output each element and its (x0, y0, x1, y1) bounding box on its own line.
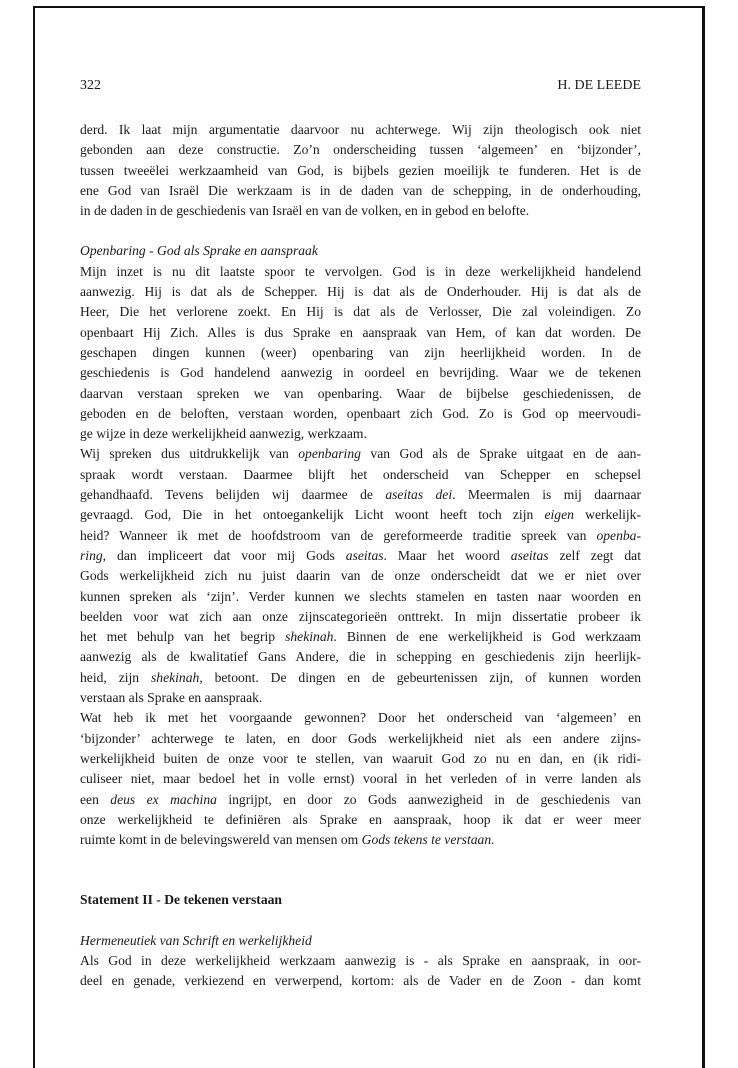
text-line: ruimte komt in de belevingswereld van mensen om Gods tekens te verstaan. (80, 832, 495, 848)
text-line: heid? Wanneer ik met de hoofdstroom van de gereformeerde traditie spreek van openba- (80, 527, 641, 543)
text-line: daarvan verstaan spreken we van openbaring. Waar de bijbelse geschiedenissen, de (80, 385, 641, 401)
text-line: in de daden in de geschiedenis van Israël en van de volken, en in gebod en belofte. (80, 203, 530, 219)
text-line: Wij spreken dus uitdrukkelijk van openbaring van God als de Sprake uitgaat en de aan- (80, 446, 641, 462)
text-line: tussen tweeëlei werkzaamheid van God, is bijbels gezien moeilijk te funderen. Het is de (80, 162, 641, 178)
text-line: gebonden aan deze constructie. Zo’n onderscheiding tussen ‘algemeen’ en ‘bijzonder’, (80, 142, 641, 158)
text-line: openbaart Hij Zich. Alles is dus Sprake en aanspraak van Hem, of kan dat worden. De (80, 324, 641, 340)
text-line: verstaan als Sprake en aanspraak. (80, 690, 263, 706)
text-line: Mijn inzet is nu dit laatste spoor te vervolgen. God is in deze werkelijkheid handelend (80, 263, 641, 279)
running-title: H. DE LEEDE (557, 78, 641, 93)
text-line: ge wijze in deze werkelijkheid aanwezig, werkzaam. (80, 426, 367, 442)
text-line: ‘bijzonder’ achterwege te laten, en door Gods werkelijkheid niet als een andere zijns- (80, 730, 641, 746)
text-line: kunnen spreken als ‘zijn’. Verder kunnen we slechts stamelen en tasten naar woorden en (80, 588, 641, 604)
text-line: spraak wordt verstaan. Daarmee blijft het onderscheid van Schepper en schepsel (80, 466, 641, 482)
text-line: gehandhaafd. Tevens belijden wij daarmee de aseitas dei. Meermalen is mij daarnaar (80, 487, 641, 503)
text-line: het met behulp van het begrip shekinah. Binnen de ene werkelijkheid is God werkzaam (80, 629, 642, 645)
paragraph-1 (80, 120, 641, 221)
body-text (80, 120, 641, 992)
paragraph-3 (80, 444, 641, 708)
section-heading-hermeneutiek: Hermeneutiek van Schrift en werkelijkheid (80, 932, 312, 948)
text-line: Heer, Die het verlorene zoekt. En Hij is dat als de Verlosser, Die zal voleindigen. Zo (80, 304, 641, 320)
paragraph-5 (80, 951, 641, 992)
document-page (80, 78, 642, 989)
text-line: derd. Ik laat mijn argumentatie daarvoor nu achterwege. Wij zijn theologisch ook niet (80, 122, 641, 137)
text-line: werkelijkheid buiten de onze voor te stellen, van waaruit God zo nu en dan, en (ik ridi- (80, 750, 641, 766)
text-line: Als God in deze werkelijkheid werkzaam aanwezig is - als Sprake en aanspraak, in oor- (80, 952, 641, 968)
text-line: een deus ex machina ingrijpt, en door zo Gods aanwezigheid in de geschiedenis van (80, 791, 641, 807)
text-line: gevraagd. God, Die in het ontoegankelijk Licht woont heeft toch zijn eigen werkelijk- (80, 507, 641, 523)
text-line: aanwezig. Hij is dat als de Schepper. Hij is dat als de Onderhouder. Hij is dat als de (80, 284, 641, 300)
section-heading-openbaring: Openbaring - God als Sprake en aanspraak (80, 243, 318, 259)
scan-border-left (33, 6, 35, 1068)
page-number: 322 (80, 78, 101, 93)
text-line: onze werkelijkheid te definiëren als Sprake en aanspraak, hoop ik dat er weer meer (80, 811, 641, 827)
text-line: deel en genade, verkiezend en verwerpend, kortom: als de Vader en de Zoon - dan komt (80, 973, 641, 989)
paragraph-4 (80, 708, 641, 850)
scan-border-right (702, 6, 705, 1068)
scan-border-top (33, 6, 705, 8)
text-line: Gods werkelijkheid zich nu juist daarin van de onze onderscheidt dat we er niet over (80, 568, 641, 584)
running-header (80, 78, 641, 100)
paragraph-2 (80, 262, 641, 445)
statement-heading: Statement II - De tekenen verstaan (80, 892, 282, 908)
text-line: ring, dan impliceert dat voor mij Gods aseitas. Maar het woord aseitas zelf zegt dat (80, 547, 641, 563)
text-line: aanwezig als de kwalitatief Gans Andere, die in schepping en geschiedenis zijn heerlijk- (80, 649, 641, 665)
text-line: heid, zijn shekinah, betoont. De dingen en de gebeurtenissen zijn, of kunnen worden (80, 669, 641, 685)
text-line: ene God van Israël Die werkzaam is in de daden van de schepping, in de onderhouding, (80, 182, 641, 198)
text-line: geschapen dingen kunnen (weer) openbaring van zijn heerlijkheid worden. In de (80, 344, 641, 360)
text-line: geboden en de beloften, verstaan worden, openbaart zich God. Zo is God op meervoudi- (80, 405, 641, 421)
text-line: culiseer niet, maar bedoel het in volle ernst) vooral in het verleden of in verre landen als (80, 771, 641, 787)
text-line: Wat heb ik met het voorgaande gewonnen? Door het onderscheid van ‘algemeen’ en (80, 710, 641, 726)
text-line: geschiedenis is God handelend aanwezig in oordeel en bevrijding. Waar we de tekenen (80, 365, 641, 381)
text-line: beelden voor wat zich aan onze zijnscategorieën onttrekt. In mijn dissertatie probeer ik (80, 608, 641, 624)
